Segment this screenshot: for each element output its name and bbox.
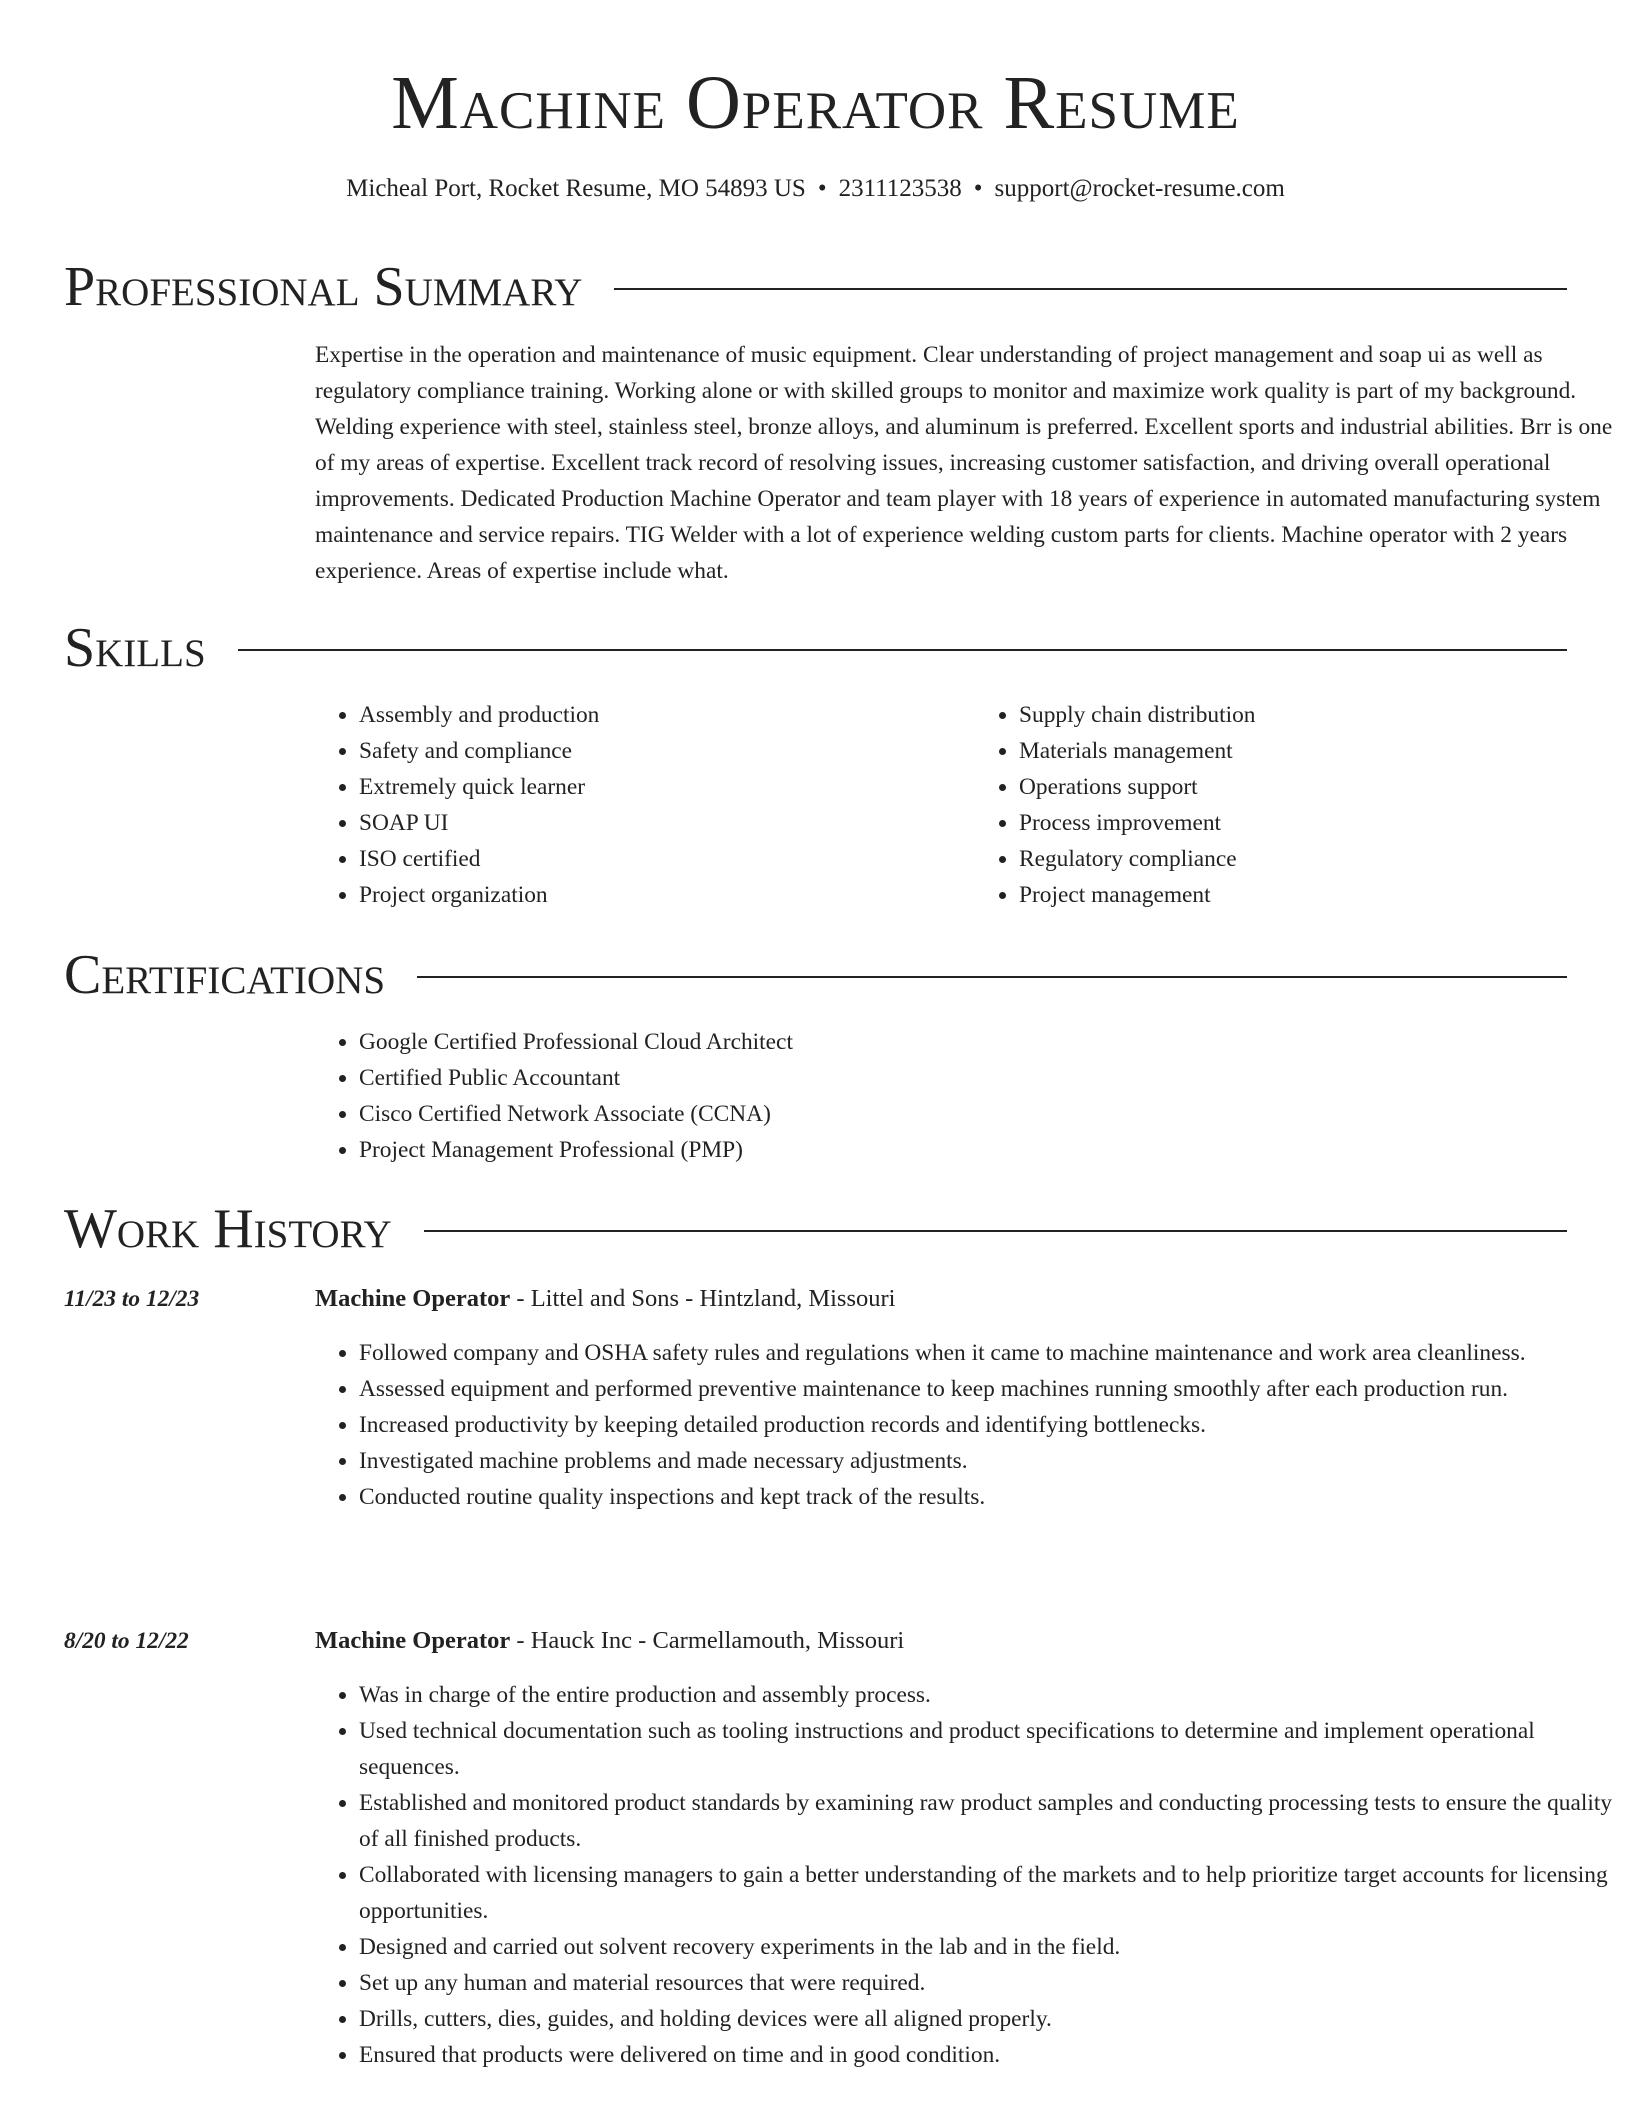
certification-item: • Cisco Certified Network Associate (CCNA) bbox=[359, 1096, 1632, 1132]
skill-item: • ISO certified bbox=[359, 841, 975, 877]
skill-item: • Regulatory compliance bbox=[1019, 841, 1632, 877]
job-duty-item: • Investigated machine problems and made necessary adjustments. bbox=[359, 1443, 1632, 1479]
contact-address: Micheal Port, Rocket Resume, MO 54893 US bbox=[346, 175, 806, 202]
section-divider bbox=[417, 976, 1567, 978]
job-duty-item: • Collaborated with licensing managers to gain a better understanding of the markets and to help prioritize target accounts for licensing opportunities. bbox=[359, 1857, 1632, 1929]
skills-list-right bbox=[975, 697, 1632, 913]
job-duty-item: • Ensured that products were delivered on time and in good condition. bbox=[359, 2037, 1632, 2073]
certification-item: • Google Certified Professional Cloud Architect bbox=[359, 1024, 1632, 1060]
contact-phone: 2311123538 bbox=[838, 175, 962, 202]
skill-item: • Supply chain distribution bbox=[1019, 697, 1632, 733]
skill-item: • SOAP UI bbox=[359, 805, 975, 841]
section-divider bbox=[614, 288, 1567, 290]
job-duties-list bbox=[315, 1677, 1632, 2073]
job-duty-item: • Assessed equipment and performed preventive maintenance to keep machines running smoothly after each production run. bbox=[359, 1371, 1632, 1407]
skill-item: • Extremely quick learner bbox=[359, 769, 975, 805]
job-duty-item: • Increased productivity by keeping detailed production records and identifying bottlenecks. bbox=[359, 1407, 1632, 1443]
skill-item: • Project organization bbox=[359, 877, 975, 913]
resume-title: Machine Operator Resume bbox=[391, 61, 1240, 145]
certifications-block bbox=[315, 1024, 1632, 1168]
skill-item: • Materials management bbox=[1019, 733, 1632, 769]
section-title-certifications: Certifications bbox=[64, 944, 386, 1006]
certification-item: • Certified Public Accountant bbox=[359, 1060, 1632, 1096]
contact-line bbox=[64, 172, 1567, 206]
skills-block bbox=[315, 697, 1632, 913]
job-employer: - Hauck Inc - Carmellamouth, Missouri bbox=[510, 1627, 905, 1654]
job-duty-item: • Designed and carried out solvent recovery experiments in the lab and in the field. bbox=[359, 1929, 1632, 1965]
job-entry bbox=[315, 1623, 1632, 2073]
section-title-summary: Professional Summary bbox=[64, 256, 583, 318]
job-duty-item: • Used technical documentation such as tooling instructions and product specifications to determine and implement operational sequences. bbox=[359, 1713, 1632, 1785]
certifications-section-header bbox=[64, 944, 1567, 1006]
job-title: Machine Operator bbox=[315, 1285, 511, 1312]
job-heading bbox=[315, 1281, 1632, 1317]
job-duty-item: • Was in charge of the entire production and assembly process. bbox=[359, 1677, 1632, 1713]
skills-section-header bbox=[64, 617, 1567, 679]
job-duty-item: • Drills, cutters, dies, guides, and holding devices were all aligned properly. bbox=[359, 2001, 1632, 2037]
job-duties-list bbox=[315, 1335, 1632, 1515]
job-dates: 11/23 to 12/23 bbox=[64, 1286, 200, 1312]
skills-grid bbox=[315, 697, 1632, 913]
skills-list-left bbox=[315, 697, 975, 913]
contact-email: support@rocket-resume.com bbox=[994, 175, 1285, 202]
job-duty-item: • Set up any human and material resources that were required. bbox=[359, 1965, 1632, 2001]
certification-item: • Project Management Professional (PMP) bbox=[359, 1132, 1632, 1168]
summary-text: Expertise in the operation and maintenance of music equipment. Clear understanding of project management and soap ui as well as regulatory compliance training. Working alone or with skilled groups to monitor and maximize work quality is part of my background. Welding experience with steel, stainless steel, bronze alloys, and aluminum is preferred. Excellent sports and industrial abilities. Brr is one of my areas of expertise. Excellent track record of resolving issues, increasing customer satisfaction, and driving overall operational improvements. Dedicated Production Machine Operator and team player with 18 years of experience in automated manufacturing system maintenance and service repairs. TIG Welder with a lot of experience welding custom parts for clients. Machine operator with 2 years experience. Areas of expertise include what. bbox=[315, 342, 1613, 584]
job-entry bbox=[315, 1281, 1632, 1515]
job-duty-item: • Followed company and OSHA safety rules and regulations when it came to machine maintenance and work area cleanliness. bbox=[359, 1335, 1632, 1371]
job-title: Machine Operator bbox=[315, 1627, 511, 1654]
skill-item: • Process improvement bbox=[1019, 805, 1632, 841]
section-divider bbox=[424, 1230, 1567, 1232]
summary-section-header bbox=[64, 256, 1567, 318]
skill-item: • Operations support bbox=[1019, 769, 1632, 805]
job-duty-item: • Established and monitored product standards by examining raw product samples and conducting processing tests to ensure the quality of all finished products. bbox=[359, 1785, 1632, 1857]
contact-separator: • bbox=[817, 175, 827, 202]
section-title-work-history: Work History bbox=[64, 1198, 392, 1260]
job-employer: - Littel and Sons - Hintzland, Missouri bbox=[510, 1285, 896, 1312]
job-dates: 8/20 to 12/22 bbox=[64, 1628, 189, 1654]
job-heading bbox=[315, 1623, 1632, 1659]
section-title-skills: Skills bbox=[64, 617, 206, 679]
skill-item: • Assembly and production bbox=[359, 697, 975, 733]
summary-block bbox=[315, 337, 1632, 589]
work-section-header bbox=[64, 1198, 1567, 1260]
job-duty-item: • Conducted routine quality inspections and kept track of the results. bbox=[359, 1479, 1632, 1515]
certifications-list bbox=[315, 1024, 1632, 1168]
skill-item: • Safety and compliance bbox=[359, 733, 975, 769]
section-divider bbox=[238, 649, 1567, 651]
contact-separator: • bbox=[973, 175, 983, 202]
skill-item: • Project management bbox=[1019, 877, 1632, 913]
